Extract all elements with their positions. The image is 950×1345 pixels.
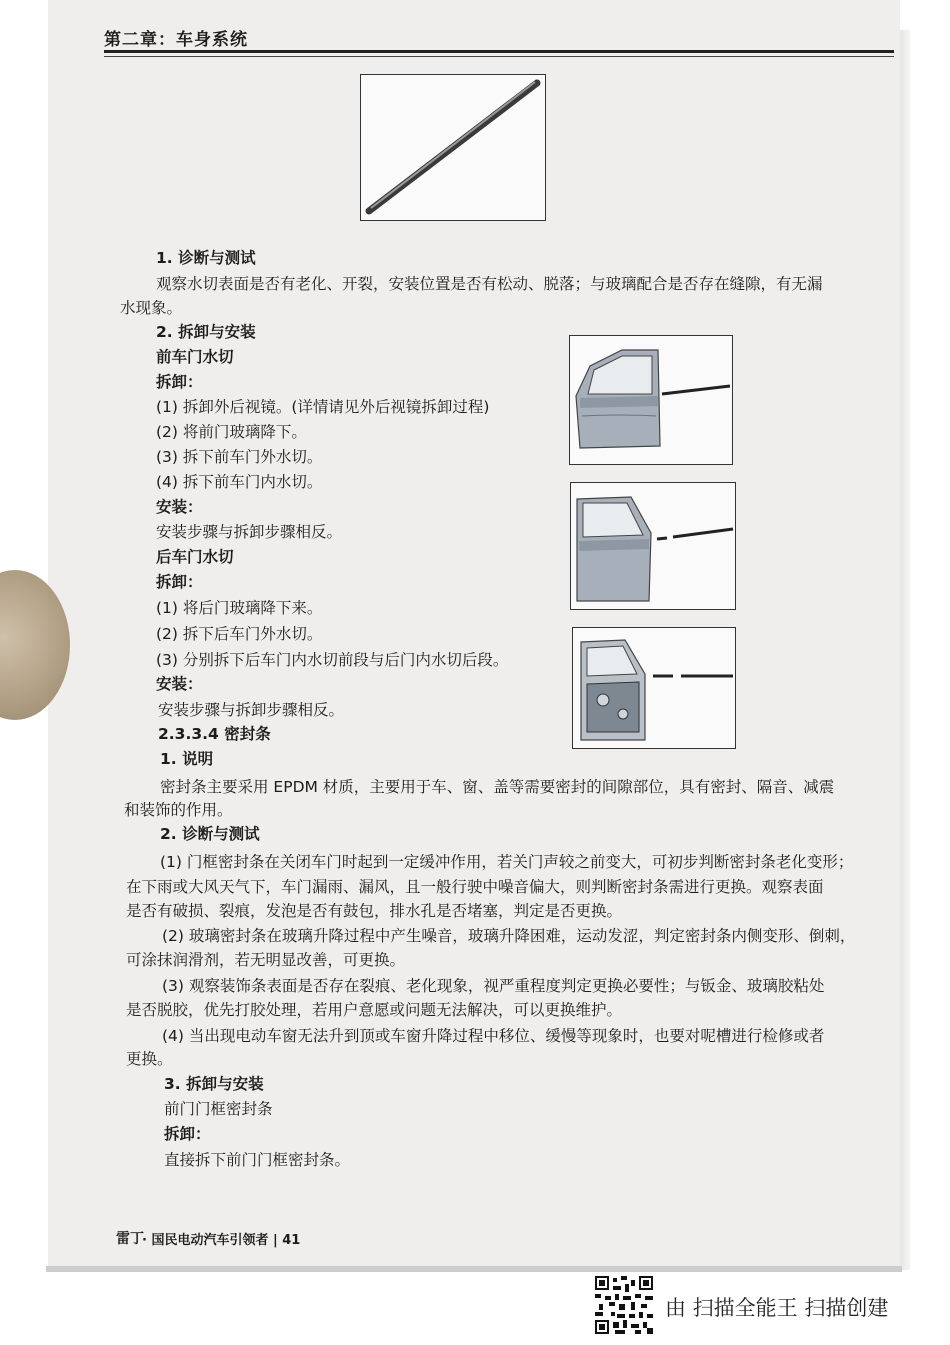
- qr-code-icon: [595, 1276, 653, 1334]
- label-remove: 拆卸：: [156, 573, 203, 591]
- heading-diagnosis: 1. 诊断与测试: [156, 249, 256, 267]
- label-remove: 拆卸：: [156, 373, 203, 391]
- body-line: 是否脱胶，优先打胶处理，若用户意愿或问题无法解决，可以更换维护。: [126, 1001, 623, 1019]
- body-line: 更换。: [126, 1050, 173, 1068]
- figure-weatherstrip: [360, 74, 546, 221]
- body-line: 观察水切表面是否有老化、开裂，安装位置是否有松动、脱落；与玻璃配合是否存在缝隙，有无漏: [156, 275, 823, 293]
- body-line: 安装步骤与拆卸步骤相反。: [158, 701, 345, 719]
- heading-description: 1. 说明: [160, 750, 214, 768]
- step-line: (1) 拆卸外后视镜。(详情请见外后视镜拆卸过程): [156, 398, 490, 416]
- step-line: (4) 拆下前车门内水切。: [156, 473, 323, 491]
- subheading-front-door: 前车门水切: [156, 348, 234, 366]
- brand-logo: 雷丁: [116, 1231, 144, 1247]
- body-line: (3) 观察装饰条表面是否存在裂痕、老化现象，视严重程度判定更换必要性；与钣金、玻璃胶粘处: [162, 977, 825, 995]
- figure-rear-door-inner: [572, 627, 736, 749]
- subheading-rear-door: 后车门水切: [156, 548, 234, 566]
- body-line: 在下雨或大风天气下，车门漏雨、漏风，且一般行驶中噪音偏大，则判断密封条需进行更换。观察表面: [126, 878, 824, 896]
- step-line: (3) 分别拆下后车门内水切前段与后门内水切后段。: [156, 651, 509, 669]
- body-line: (4) 当出现电动车窗无法升到顶或车窗升降过程中移位、缓慢等现象时，也要对呢槽进行检修或者: [162, 1027, 825, 1045]
- header-rule-thin: [104, 56, 894, 57]
- scanner-watermark: [595, 1276, 925, 1336]
- body-line: (1) 门框密封条在关闭车门时起到一定缓冲作用，若关门声较之前变大，可初步判断密封条老化变形；: [160, 853, 854, 871]
- heading-removal: 2. 拆卸与安装: [156, 323, 256, 341]
- footer-text: · 国民电动汽车引领者 | 41: [142, 1233, 301, 1248]
- header-rule-thick: [104, 50, 894, 53]
- body-line: 是否有破损、裂痕，发泡是否有鼓包，排水孔是否堵塞，判定是否更换。: [126, 902, 623, 920]
- chapter-title: 第二章：车身系统: [104, 30, 248, 50]
- body-line: 和装饰的作用。: [124, 801, 233, 819]
- step-line: (2) 拆下后车门外水切。: [156, 625, 323, 643]
- heading-removal: 3. 拆卸与安装: [164, 1075, 264, 1093]
- body-line: 密封条主要采用 EPDM 材质，主要用于车、窗、盖等需要密封的间隙部位，具有密封、隔音、减震: [160, 778, 835, 796]
- heading-diagnosis: 2. 诊断与测试: [160, 825, 260, 843]
- body-line: 可涂抹润滑剂，若无明显改善，可更换。: [126, 951, 406, 969]
- scanner-label: 由 扫描全能王 扫描创建: [665, 1296, 889, 1320]
- label-install: 安装：: [156, 675, 203, 693]
- section-heading-seal: 2.3.3.4 密封条: [158, 725, 271, 743]
- step-line: (3) 拆下前车门外水切。: [156, 448, 323, 466]
- step-line: (2) 将前门玻璃降下。: [156, 423, 307, 441]
- figure-front-door: [569, 335, 733, 465]
- subheading-front-door-frame: 前门门框密封条: [164, 1100, 273, 1118]
- page-edge: [46, 1266, 902, 1272]
- body-line: 水现象。: [120, 299, 183, 317]
- label-remove: 拆卸：: [164, 1125, 211, 1143]
- body-line: 安装步骤与拆卸步骤相反。: [156, 523, 343, 541]
- body-line: 直接拆下前门门框密封条。: [164, 1151, 351, 1169]
- body-line: (2) 玻璃密封条在玻璃升降过程中产生噪音，玻璃升降困难，运动发涩，判定密封条内侧变形、倒刺，: [162, 927, 856, 945]
- step-line: (1) 将后门玻璃降下来。: [156, 599, 323, 617]
- label-install: 安装：: [156, 498, 203, 516]
- figure-rear-door: [570, 482, 736, 610]
